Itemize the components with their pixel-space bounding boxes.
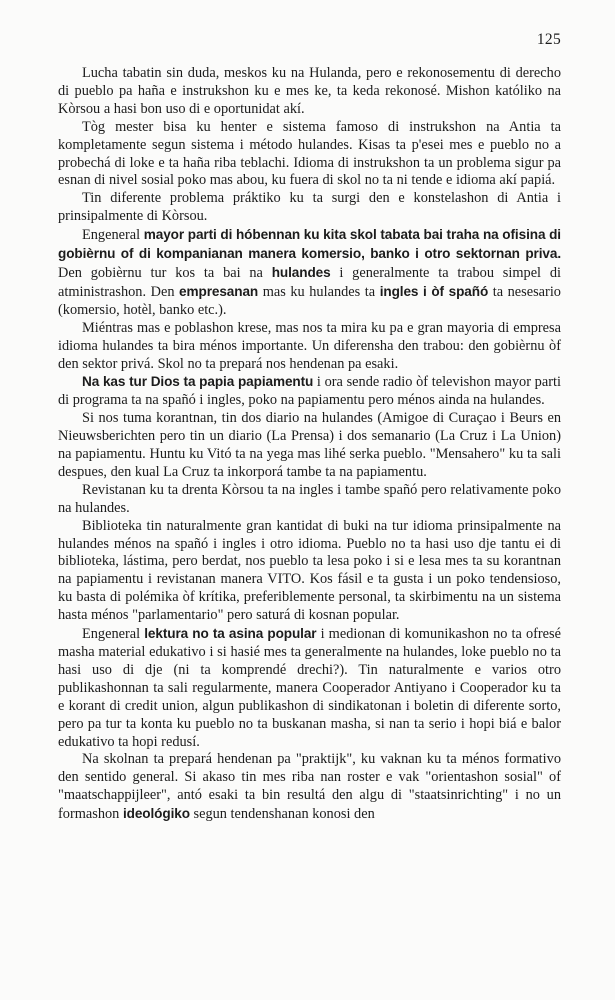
bold-emphasis: lektura no ta asina popular	[144, 626, 317, 642]
paragraph	[58, 320, 561, 374]
text-run: Tòg mester bisa ku henter e sistema famoso di instrukshon na Antia ta kompletamente segun sistema i método hulandes. Kisas ta p'esei mes e pueblo no a probechá di loke e ta haña riba teblachi. Idioma di instrukshon ta un problema sigur pa esnan di nivel sosial poko mas abou, ku fuera di skol no ta ni tende e idioma akí papiá.	[58, 118, 561, 189]
text-run: Biblioteka tin naturalmente gran kantidat di buki na tur idioma prinsipalmente na hulandes ménos na spañó i ingles i otro idioma. Pueblo no ta hasi uso dje tantu ei di biblioteka, lástima, pero berdat, nos pueblo ta lesa poko i si e lesa mes ta su korantnan na papiamentu i revistanan manera VITO. Kos fásil e ta gusta i un poko tendensioso, ku basta di polémika òf krítika, preferiblemente personal, ta skirbimentu na un sistema hasta ménos "parlamentario" pero saturá di kosnan popular.	[58, 517, 561, 624]
text-run: i generalmente ta trabou simpel di atministrashon. Den	[58, 264, 561, 300]
text-run: segun tendenshanan konosi den	[189, 806, 375, 823]
bold-emphasis: ingles i òf spañó	[379, 283, 489, 299]
paragraph	[58, 410, 561, 482]
text-run: Si nos tuma korantnan, tin dos diario na hulandes (Amigoe di Curaçao i Beurs en Nieuwsberichten pero tin un diario (La Prensa) i dos semanario (La Cruz i La Union) na papiamentu. Huntu ku Vitó ta na yega mas lihé serka pueblo. "Mensahero" ku ta sali despues, den kual La Cruz ta inkorporá tambe ta na papiamentu.	[58, 410, 561, 480]
bold-emphasis: mayor parti di hóbennan ku kita skol tabata bai traha na ofisina di gobièrnu of di kompanianan manera komersio, banko i otro sektornan priva.	[58, 227, 561, 262]
bold-emphasis: Na kas tur Dios ta papia papiamentu	[82, 374, 314, 390]
paragraph	[58, 751, 561, 824]
paragraph	[58, 190, 561, 226]
bold-emphasis: empresanan	[179, 283, 259, 299]
body-text	[58, 65, 561, 824]
paragraph	[58, 119, 561, 191]
text-run: i ora sende radio òf televishon mayor parti di programa ta na spañó i ingles, poko na papiamentu pero ménos ainda na hulandes.	[58, 374, 561, 409]
text-run: Na skolnan ta prepará hendenan pa "praktijk", ku vaknan ku ta ménos formativo den sentido general. Si akaso tin mes riba nan roster e vak "orientashon sosial" of "maatschappijleer", antó esaki ta bin resultá den algu di "staatsinrichting" i no un formashon	[58, 751, 561, 823]
bold-emphasis: ideológiko	[122, 806, 190, 822]
paragraph	[58, 482, 561, 518]
text-run: Tin diferente problema práktiko ku ta surgi den e konstelashon di Antia i prinsipalmente di Kòrsou.	[58, 190, 561, 225]
text-run: Miéntras mas e poblashon krese, mas nos ta mira ku pa e gran mayoria di empresa idioma hulandes ta bira ménos importante. Un diferensha den trabou: den gobièrnu òf den sektor privá. Skol no ta prepará nos hendenan pa esaki.	[58, 319, 561, 372]
text-run: Lucha tabatin sin duda, meskos ku na Hulanda, pero e rekonosementu di derecho di pueblo pa haña e instrukshon ku e mes ke, ta keda rekonosé. Mishon katóliko na Kòrsou a hasi bon uso di e oportunidat akí.	[58, 65, 561, 117]
paragraph	[58, 373, 561, 410]
text-run: ta nesesario (komersio, hotèl, banko etc.).	[58, 283, 561, 318]
paragraph	[58, 226, 561, 320]
paragraph	[58, 518, 561, 625]
text-run: i medionan di komunikashon no ta ofresé masha material edukativo i si hasié mes ta generalmente na hulandes, loke pueblo no ta hasi uso di dje (ni ta komprendé drechi?). Tin naturalmente e varios otro publikashonnan ta sali regularmente, manera Cooperador Antiyano i Cooperador ku ta e korant di credit union, algun publikashon di sindikatonan i boletin di diferente sorto, pero pa tur ta konta ku pueblo no ta buskanan masha, si nan ta serio i hopi biá e balor edukativo ta hopi redusí.	[58, 626, 561, 750]
text-run: Engeneral	[82, 227, 144, 244]
bold-emphasis: hulandes	[271, 264, 331, 280]
text-run: Engeneral	[82, 626, 145, 643]
text-run: mas ku hulandes ta	[258, 283, 380, 300]
text-run: Revistanan ku ta drenta Kòrsou ta na ingles i tambe spañó pero relativamente poko na hulandes.	[58, 481, 561, 516]
paragraph	[58, 65, 561, 119]
text-run: Den gobièrnu tur kos ta bai na	[58, 264, 272, 281]
page-number: 125	[536, 31, 561, 48]
paragraph	[58, 625, 561, 751]
